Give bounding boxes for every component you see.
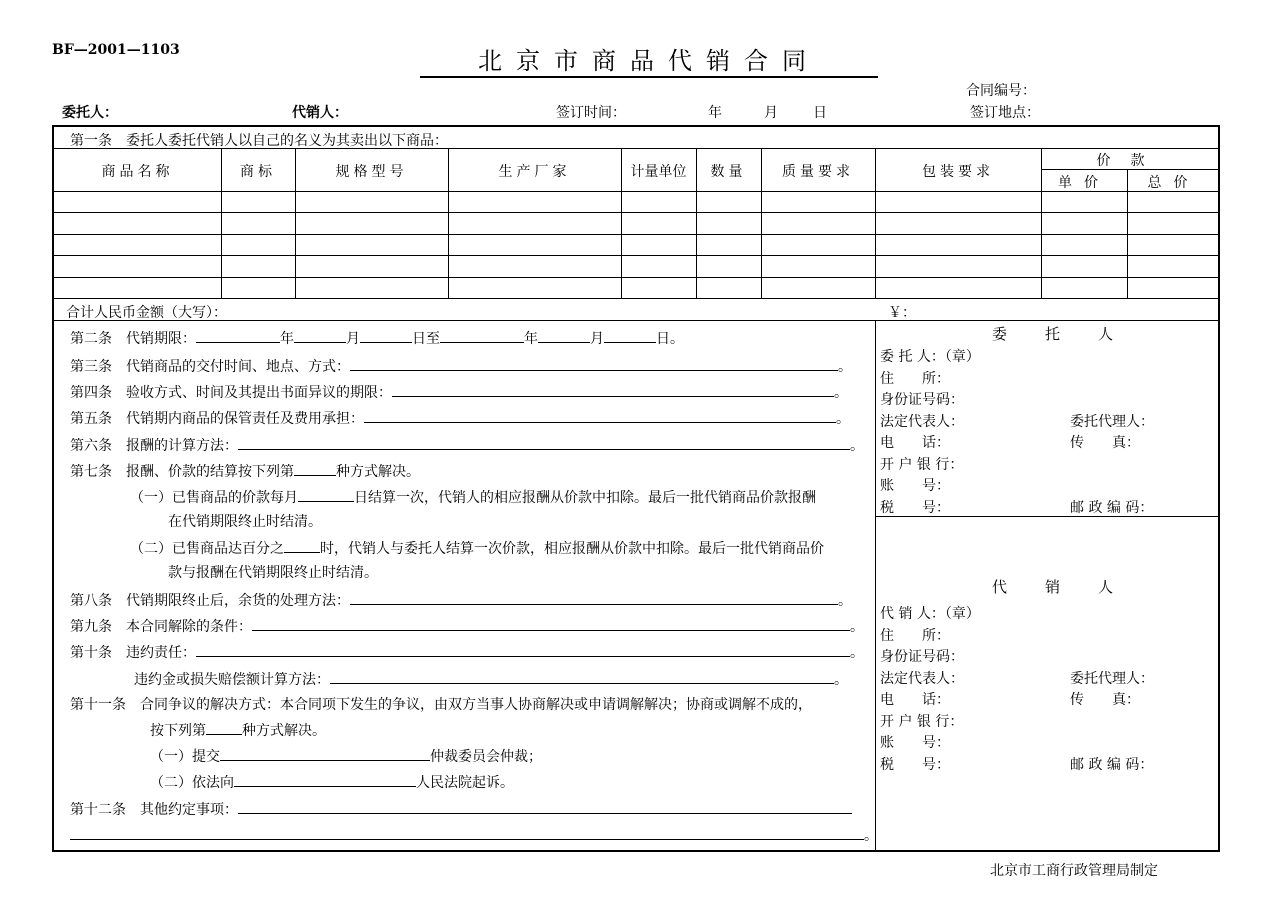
clause-11-choice: 按下列第 种方式解决。 bbox=[150, 723, 326, 739]
header-manufacturer: 生产厂家 bbox=[498, 164, 571, 180]
clause-2: 第二条 代销期限： 年 月 日至 年 月 日。 bbox=[70, 331, 684, 347]
clause-9: 第九条 本合同解除的条件： 。 bbox=[70, 619, 864, 635]
clause-4: 第四条 验收方式、时间及其提出书面异议的期限： 。 bbox=[70, 385, 848, 401]
total-row-bottom bbox=[54, 320, 1220, 321]
table-top-line bbox=[54, 148, 1220, 149]
consignor-account: 账 号： bbox=[880, 478, 950, 494]
header-unit: 计量单位 bbox=[630, 164, 687, 180]
contract-frame bbox=[52, 125, 1220, 852]
consignor-box-title: 委托人 bbox=[992, 325, 1152, 343]
header-quality: 质量要求 bbox=[782, 164, 854, 180]
header-quantity: 数量 bbox=[710, 164, 747, 180]
document-title: 北京市商品代销合同 bbox=[420, 46, 878, 78]
yen-label: ￥： bbox=[888, 305, 916, 321]
consignor-bank: 开 户 银 行： bbox=[880, 457, 964, 473]
agent-bank: 开 户 银 行： bbox=[880, 714, 964, 730]
agent-legal-rep: 法定代表人： bbox=[880, 671, 964, 687]
table-row-line bbox=[54, 255, 1220, 256]
clause-7-option-1: （一）已售商品的价款每月 日结算一次，代销人的相应报酬从价款中扣除。最后一批代销商品价款报酬 bbox=[130, 490, 816, 506]
header-price: 价款 bbox=[1096, 153, 1165, 169]
table-row-line bbox=[54, 234, 1220, 235]
clause-5: 第五条 代销期内商品的保管责任及费用承担： 。 bbox=[70, 411, 850, 427]
agent-id-number: 身份证号码： bbox=[880, 649, 964, 665]
contract-number-label: 合同编号： bbox=[966, 83, 1036, 99]
clause-7-option-2-cont: 款与报酬在代销期限终止时结清。 bbox=[168, 565, 378, 581]
header-unit-price: 单价 bbox=[1058, 175, 1110, 191]
agent-postcode: 邮 政 编 码： bbox=[1070, 757, 1154, 773]
consignor-fax: 传 真： bbox=[1070, 435, 1140, 451]
sign-place-label: 签订地点： bbox=[970, 105, 1040, 121]
consignor-legal-rep: 法定代表人： bbox=[880, 414, 964, 430]
consignor-label: 委托人： bbox=[62, 105, 118, 121]
agent-label: 代销人： bbox=[292, 105, 348, 121]
consignor-postcode: 邮 政 编 码： bbox=[1070, 500, 1154, 516]
header-brand: 商标 bbox=[240, 164, 276, 180]
clause-11: 第十一条 合同争议的解决方式：本合同项下发生的争议，由双方当事人协商解决或申请调解解决；协商或调解不成的， bbox=[70, 697, 812, 713]
header-spec: 规格型号 bbox=[335, 164, 408, 180]
sign-day: 日 bbox=[813, 105, 827, 121]
agent-phone: 电 话： bbox=[880, 692, 950, 708]
agent-name: 代 销 人：（章） bbox=[880, 606, 980, 622]
clause-6: 第六条 报酬的计算方法： 。 bbox=[70, 438, 864, 454]
header-packaging: 包装要求 bbox=[922, 164, 994, 180]
clause-8: 第八条 代销期限终止后，余货的处理方法： 。 bbox=[70, 593, 852, 609]
clause-11-option-1: （一）提交 仲裁委员会仲裁； bbox=[150, 749, 542, 765]
agent-fax: 传 真： bbox=[1070, 692, 1140, 708]
sign-month: 月 bbox=[764, 105, 778, 121]
consignor-address: 住 所： bbox=[880, 371, 950, 387]
agent-address: 住 所： bbox=[880, 628, 950, 644]
consignor-name: 委 托 人：（章） bbox=[880, 349, 980, 365]
clause-11-option-2: （二）依法向 人民法院起诉。 bbox=[150, 775, 514, 791]
clause-10-compensation: 违约金或损失赔偿额计算方法： 。 bbox=[134, 672, 848, 688]
table-bottom-line bbox=[54, 298, 1220, 299]
consignor-tax-number: 税 号： bbox=[880, 500, 950, 516]
consignor-agent: 委托代理人： bbox=[1070, 414, 1154, 430]
agent-account: 账 号： bbox=[880, 735, 950, 751]
sign-year: 年 bbox=[708, 105, 722, 121]
clause-7-option-1-cont: 在代销期限终止时结清。 bbox=[168, 514, 322, 530]
sign-time-label: 签订时间： bbox=[556, 105, 626, 121]
agent-agent: 委托代理人： bbox=[1070, 671, 1154, 687]
header-product-name: 商品名称 bbox=[101, 164, 174, 180]
form-code: BF—2001—1103 bbox=[52, 42, 180, 58]
table-row-line bbox=[54, 212, 1220, 213]
clause-12-cont: 。 bbox=[70, 826, 878, 845]
clause-7: 第七条 报酬、价款的结算按下列第 种方式解决。 bbox=[70, 464, 420, 480]
party-divider bbox=[875, 320, 876, 852]
agent-box-title: 代销人 bbox=[992, 578, 1152, 596]
table-col-line bbox=[1041, 148, 1042, 298]
consignor-phone: 电 话： bbox=[880, 435, 950, 451]
table-row-line bbox=[54, 277, 1220, 278]
clause-12: 第十二条 其他约定事项： bbox=[70, 800, 852, 819]
header-total-price: 总价 bbox=[1147, 175, 1200, 191]
issuer-footer: 北京市工商行政管理局制定 bbox=[990, 863, 1158, 879]
clause-1: 第一条 委托人委托代销人以自己的名义为其卖出以下商品： bbox=[70, 133, 448, 149]
consignor-id-number: 身份证号码： bbox=[880, 392, 964, 408]
clause-3: 第三条 代销商品的交付时间、地点、方式： 。 bbox=[70, 359, 852, 375]
total-amount-label: 合计人民币金额（大写）： bbox=[66, 305, 227, 321]
agent-tax-number: 税 号： bbox=[880, 757, 950, 773]
clause-7-option-2: （二）已售商品达百分之 时，代销人与委托人结算一次价款，相应报酬从价款中扣除。最后一批代销商品价 bbox=[130, 541, 824, 557]
clause-10: 第十条 违约责任： 。 bbox=[70, 645, 864, 661]
